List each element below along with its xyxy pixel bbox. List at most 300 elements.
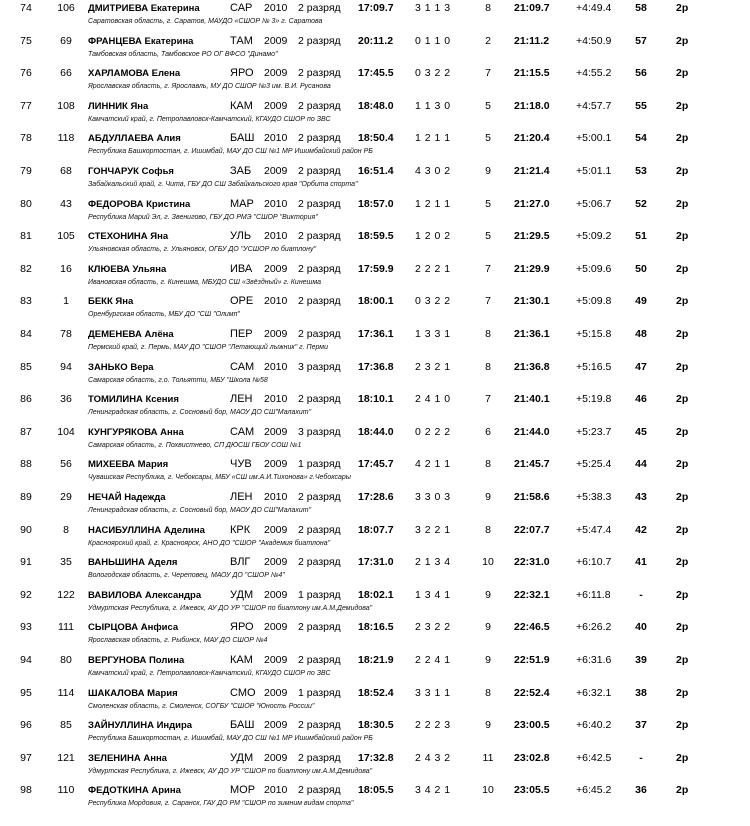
category: 2р <box>676 654 689 666</box>
result-row <box>0 163 750 196</box>
sport-rank: 2 разряд <box>298 328 341 340</box>
sport-rank: 2 разряд <box>298 491 341 503</box>
penalty-count: 10 <box>482 556 494 569</box>
time-gap: +6:10.7 <box>576 556 612 569</box>
sport-rank: 2 разряд <box>298 165 341 177</box>
points: 50 <box>635 262 647 275</box>
birth-year: 2009 <box>264 458 288 471</box>
bib-number: 106 <box>57 2 75 14</box>
time-gap: +6:45.2 <box>576 784 612 797</box>
time-gap: +5:38.3 <box>576 491 612 503</box>
bib-number: 121 <box>57 751 75 764</box>
points: - <box>639 751 643 764</box>
bib-number: 111 <box>58 621 74 634</box>
organization: Ярославская область, г. Ярославль, МУ ДО СШОР №3 им. В.И. Русанова <box>88 83 331 91</box>
organization: Самарская область, г. Похвистнево, СП ДЮСШ ГБОУ СОШ №1 <box>88 441 302 449</box>
points: - <box>639 588 643 601</box>
organization: Ленинградская область, г. Сосновый бор, МАОУ ДО СШ"Малахит" <box>88 507 312 514</box>
shooting-misses: 3 3 0 3 <box>415 491 451 503</box>
shooting-misses: 2 2 4 1 <box>415 654 451 666</box>
athlete-name: МИХЕЕВА Мария <box>88 459 169 471</box>
result-row <box>0 424 750 457</box>
race-time: 18:05.5 <box>358 784 394 797</box>
athlete-name: ВЕРГУНОВА Полина <box>88 655 185 666</box>
penalty-count: 5 <box>485 99 491 112</box>
organization: Вологодская область, г. Череповец, МАОУ ДО "СШОР №4" <box>88 572 285 580</box>
points: 53 <box>635 165 647 177</box>
athlete-name: ЛИННИК Яна <box>88 100 149 112</box>
organization: Саратовская область, г. Саратов, МАУДО «СШОР № 3» г. Саратова <box>88 18 323 25</box>
sport-rank: 2 разряд <box>298 556 341 569</box>
region-code: ПЕР <box>230 328 253 340</box>
penalty-count: 5 <box>485 230 491 243</box>
category: 2р <box>676 67 689 80</box>
organization: Ульяновская область, г. Ульяновск, ОГБУ ДО "УСШОР по биатлону" <box>88 246 316 254</box>
sport-rank: 2 разряд <box>298 262 341 275</box>
bib-number: 43 <box>60 197 72 210</box>
time-gap: +5:09.8 <box>576 295 612 308</box>
place: 74 <box>20 2 32 14</box>
organization: Пермский край, г. Пермь, МАУ ДО "СШОР "Летающий лыжник" г. Перми <box>88 344 328 351</box>
result-row <box>0 130 750 163</box>
result-row <box>0 489 750 522</box>
sport-rank: 1 разряд <box>298 686 341 699</box>
race-time: 17:31.0 <box>358 556 394 569</box>
race-time: 20:11.2 <box>358 34 394 47</box>
region-code: УЛЬ <box>230 230 252 243</box>
points: 56 <box>635 67 647 80</box>
place: 97 <box>20 751 32 764</box>
sport-rank: 1 разряд <box>298 458 341 471</box>
race-time: 17:28.6 <box>358 491 394 503</box>
organization: Республика Мордовия, г. Саранск, ГАУ ДО РМ "СШОР по зимним видам спорта" <box>88 800 354 808</box>
points: 39 <box>635 654 647 666</box>
race-time: 18:44.0 <box>358 425 394 438</box>
sport-rank: 2 разряд <box>298 784 341 797</box>
total-time: 21:18.0 <box>514 99 550 112</box>
place: 89 <box>20 491 32 503</box>
result-row <box>0 750 750 783</box>
place: 79 <box>20 165 32 177</box>
category: 2р <box>676 230 689 243</box>
bib-number: 80 <box>60 654 72 666</box>
total-time: 21:29.9 <box>514 262 550 275</box>
race-time: 18:57.0 <box>358 197 394 210</box>
athlete-name: ЗАЙНУЛЛИНА Индира <box>88 720 193 732</box>
category: 2р <box>676 328 689 340</box>
race-time: 18:10.1 <box>358 393 394 406</box>
total-time: 21:30.1 <box>514 295 550 308</box>
race-time: 18:52.4 <box>358 686 394 699</box>
category: 2р <box>676 295 689 308</box>
birth-year: 2010 <box>264 784 288 797</box>
penalty-count: 6 <box>485 425 491 438</box>
birth-year: 2009 <box>264 165 288 177</box>
time-gap: +5:00.1 <box>576 132 612 145</box>
organization: Самарская область, г.о. Тольятти, МБУ "Школа №58 <box>88 376 268 384</box>
category: 2р <box>676 719 689 732</box>
region-code: ЯРО <box>230 621 254 634</box>
region-code: БАШ <box>230 132 255 145</box>
athlete-name: НЕЧАЙ Надежда <box>88 492 166 503</box>
category: 2р <box>676 588 689 601</box>
athlete-name: ВАНЬШИНА Аделя <box>88 557 178 569</box>
result-row <box>0 685 750 718</box>
time-gap: +5:23.7 <box>576 425 612 438</box>
penalty-count: 9 <box>485 719 491 732</box>
organization: Ленинградская область, г. Сосновый бор, МАОУ ДО СШ"Малахит" <box>88 409 312 417</box>
shooting-misses: 3 1 1 3 <box>415 2 451 14</box>
category: 2р <box>676 393 689 406</box>
bib-number: 56 <box>60 458 72 471</box>
bib-number: 1 <box>63 295 69 308</box>
penalty-count: 7 <box>485 262 491 275</box>
birth-year: 2009 <box>264 621 288 634</box>
total-time: 22:07.7 <box>514 523 550 536</box>
shooting-misses: 1 2 1 1 <box>415 197 451 210</box>
penalty-count: 9 <box>485 654 491 666</box>
shooting-misses: 4 2 1 1 <box>415 458 451 471</box>
time-gap: +4:57.7 <box>576 99 612 112</box>
penalty-count: 7 <box>485 295 491 308</box>
shooting-misses: 1 3 3 1 <box>415 328 451 340</box>
shooting-misses: 0 2 2 2 <box>415 425 451 438</box>
bib-number: 94 <box>60 360 72 373</box>
place: 90 <box>20 523 32 536</box>
athlete-name: ЗЕЛЕНИНА Анна <box>88 752 167 764</box>
race-time: 18:07.7 <box>358 523 394 536</box>
place: 93 <box>20 621 32 634</box>
birth-year: 2009 <box>264 654 288 666</box>
athlete-name: ТОМИЛИНА Ксения <box>88 394 179 406</box>
time-gap: +5:09.2 <box>576 230 612 243</box>
shooting-misses: 3 4 2 1 <box>415 784 451 797</box>
place: 87 <box>20 425 32 438</box>
sport-rank: 2 разряд <box>298 523 341 536</box>
organization: Камчатский край, г. Петропавловск-Камчатский, КГАУДО СШОР по ЗВС <box>88 115 331 123</box>
result-row <box>0 98 750 131</box>
shooting-misses: 2 2 2 1 <box>415 262 451 275</box>
athlete-name: ВАВИЛОВА Александра <box>88 589 202 601</box>
race-time: 18:16.5 <box>358 621 394 634</box>
total-time: 21:20.4 <box>514 132 550 145</box>
sport-rank: 2 разряд <box>298 34 341 47</box>
result-row <box>0 326 750 359</box>
category: 2р <box>676 425 689 438</box>
birth-year: 2010 <box>264 230 288 243</box>
category: 2р <box>676 784 689 797</box>
athlete-name: СЫРЦОВА Анфиса <box>88 622 179 634</box>
bib-number: 78 <box>60 328 72 340</box>
place: 81 <box>20 230 32 243</box>
category: 2р <box>676 556 689 569</box>
place: 98 <box>20 784 32 797</box>
shooting-misses: 2 3 2 1 <box>415 360 451 373</box>
points: 37 <box>635 719 647 732</box>
total-time: 23:00.5 <box>514 719 550 732</box>
penalty-count: 9 <box>485 621 491 634</box>
race-time: 18:00.1 <box>358 295 394 308</box>
place: 77 <box>20 99 32 112</box>
sport-rank: 2 разряд <box>298 719 341 732</box>
shooting-misses: 2 1 3 4 <box>415 556 451 569</box>
region-code: ЗАБ <box>230 165 252 177</box>
penalty-count: 8 <box>485 360 491 373</box>
athlete-name: ДЕМЕНЕВА Алёна <box>88 329 174 340</box>
race-time: 17:36.1 <box>358 328 394 340</box>
athlete-name: ДМИТРИЕВА Екатерина <box>88 3 200 14</box>
category: 2р <box>676 197 689 210</box>
birth-year: 2010 <box>264 2 288 14</box>
category: 2р <box>676 34 689 47</box>
points: 36 <box>635 784 647 797</box>
organization: Республика Марий Эл, г. Звенигово, ГБУ ДО РМЭ "СШОР "Виктория" <box>88 213 318 221</box>
time-gap: +4:49.4 <box>576 2 612 14</box>
place: 92 <box>20 588 32 601</box>
result-row <box>0 717 750 750</box>
category: 2р <box>676 523 689 536</box>
time-gap: +6:32.1 <box>576 686 612 699</box>
athlete-name: ШАКАЛОВА Мария <box>88 687 178 699</box>
total-time: 21:15.5 <box>514 67 550 80</box>
sport-rank: 2 разряд <box>298 654 341 666</box>
place: 86 <box>20 393 32 406</box>
bib-number: 66 <box>60 67 72 80</box>
total-time: 21:27.0 <box>514 197 550 210</box>
birth-year: 2010 <box>264 393 288 406</box>
region-code: САМ <box>230 360 255 373</box>
total-time: 22:46.5 <box>514 621 550 634</box>
result-row <box>0 293 750 326</box>
shooting-misses: 2 2 2 3 <box>415 719 451 732</box>
race-time: 17:09.7 <box>358 2 394 14</box>
organization: Удмуртская Республика, г. Ижевск, АУ ДО УР "СШОР по биатлону им.А.М.Демидова" <box>88 767 373 775</box>
result-row <box>0 587 750 620</box>
athlete-name: ФЕДОТКИНА Арина <box>88 785 181 797</box>
bib-number: 69 <box>60 34 72 47</box>
birth-year: 2009 <box>264 262 288 275</box>
place: 78 <box>20 132 32 145</box>
athlete-name: НАСИБУЛЛИНА Аделина <box>88 524 205 536</box>
shooting-misses: 2 3 2 2 <box>415 621 451 634</box>
region-code: МАР <box>230 197 254 210</box>
penalty-count: 5 <box>485 132 491 145</box>
region-code: ЛЕН <box>230 491 253 503</box>
category: 2р <box>676 621 689 634</box>
bib-number: 118 <box>57 132 75 145</box>
place: 94 <box>20 654 32 666</box>
points: 57 <box>635 34 647 47</box>
total-time: 22:51.9 <box>514 654 550 666</box>
points: 49 <box>635 295 647 308</box>
shooting-misses: 2 4 1 0 <box>415 393 451 406</box>
total-time: 21:11.2 <box>514 34 550 47</box>
organization: Удмуртская Республика, г. Ижевск, АУ ДО УР "СШОР по биатлону им.А.М.Демидова" <box>88 604 373 612</box>
time-gap: +6:11.8 <box>576 588 611 601</box>
result-row <box>0 33 750 66</box>
birth-year: 2010 <box>264 360 288 373</box>
region-code: ЧУВ <box>230 458 252 471</box>
points: 42 <box>635 523 647 536</box>
region-code: ОРЕ <box>230 295 254 308</box>
shooting-misses: 0 3 2 2 <box>415 295 451 308</box>
region-code: УДМ <box>230 588 254 601</box>
sport-rank: 2 разряд <box>298 197 341 210</box>
time-gap: +4:50.9 <box>576 34 612 47</box>
points: 45 <box>635 425 647 438</box>
shooting-misses: 0 1 1 0 <box>415 34 451 47</box>
athlete-name: СТЕХОНИНА Яна <box>88 231 169 243</box>
athlete-name: АБДУЛЛАЕВА Алия <box>88 133 181 145</box>
bib-number: 29 <box>60 491 72 503</box>
athlete-name: БЕКК Яна <box>88 296 134 308</box>
birth-year: 2009 <box>264 425 288 438</box>
total-time: 21:29.5 <box>514 230 550 243</box>
points: 47 <box>635 360 647 373</box>
shooting-misses: 3 2 2 1 <box>415 523 451 536</box>
total-time: 23:05.5 <box>514 784 550 797</box>
sport-rank: 2 разряд <box>298 99 341 112</box>
total-time: 21:45.7 <box>514 458 550 471</box>
place: 75 <box>20 34 32 47</box>
region-code: САР <box>230 2 253 14</box>
region-code: УДМ <box>230 751 254 764</box>
birth-year: 2010 <box>264 197 288 210</box>
place: 95 <box>20 686 32 699</box>
category: 2р <box>676 99 689 112</box>
sport-rank: 3 разряд <box>298 425 341 438</box>
time-gap: +5:06.7 <box>576 197 612 210</box>
category: 2р <box>676 491 689 503</box>
points: 52 <box>635 197 647 210</box>
organization: Тамбовская область, Тамбовское РО ОГ ВФСО "Динамо" <box>88 50 278 58</box>
race-time: 17:36.8 <box>358 360 394 373</box>
organization: Ярославская область, г. Рыбинск, МАУ ДО СШОР №4 <box>88 637 268 645</box>
bib-number: 35 <box>60 556 72 569</box>
sport-rank: 2 разряд <box>298 67 341 80</box>
shooting-misses: 1 2 0 2 <box>415 230 451 243</box>
organization: Чувашская Республика, г. Чебоксары, МБУ «СШ им.А.И.Тихонова» г.Чебоксары <box>88 474 351 482</box>
bib-number: 68 <box>60 165 72 177</box>
points: 41 <box>635 556 647 569</box>
bib-number: 110 <box>57 784 75 797</box>
bib-number: 16 <box>60 262 72 275</box>
time-gap: +5:01.1 <box>576 165 612 177</box>
shooting-misses: 4 3 0 2 <box>415 165 451 177</box>
total-time: 21:44.0 <box>514 425 550 438</box>
organization: Ивановская область, г. Кинешма, МБУДО СШ «Звёздный» г. Кинешма <box>88 278 322 286</box>
time-gap: +6:42.5 <box>576 751 612 764</box>
sport-rank: 3 разряд <box>298 360 341 373</box>
birth-year: 2009 <box>264 67 288 80</box>
region-code: ВЛГ <box>230 556 251 569</box>
total-time: 21:21.4 <box>514 165 550 177</box>
category: 2р <box>676 458 689 471</box>
sport-rank: 2 разряд <box>298 621 341 634</box>
bib-number: 85 <box>60 719 72 732</box>
athlete-name: ФРАНЦЕВА Екатерина <box>88 35 194 47</box>
time-gap: +5:47.4 <box>576 523 612 536</box>
sport-rank: 2 разряд <box>298 132 341 145</box>
points: 51 <box>635 230 647 243</box>
birth-year: 2009 <box>264 588 288 601</box>
region-code: ИВА <box>230 262 253 275</box>
birth-year: 2009 <box>264 523 288 536</box>
result-row <box>0 196 750 229</box>
points: 40 <box>635 621 647 634</box>
penalty-count: 2 <box>485 34 491 47</box>
shooting-misses: 1 3 4 1 <box>415 588 451 601</box>
time-gap: +5:16.5 <box>576 360 612 373</box>
athlete-name: КУНГУРЯКОВА Анна <box>88 426 184 438</box>
race-time: 18:02.1 <box>358 588 394 601</box>
organization: Республика Башкортостан, г. Ишимбай, МАУ ДО СШ №1 МР Ишимбайский район РБ <box>88 148 373 156</box>
region-code: СМО <box>230 686 256 699</box>
sport-rank: 2 разряд <box>298 2 341 14</box>
athlete-name: ХАРЛАМОВА Елена <box>88 68 181 80</box>
penalty-count: 8 <box>485 328 491 340</box>
athlete-name: ФЕДОРОВА Кристина <box>88 198 191 210</box>
penalty-count: 8 <box>485 523 491 536</box>
result-row <box>0 261 750 294</box>
total-time: 21:36.8 <box>514 360 550 373</box>
result-row <box>0 228 750 261</box>
total-time: 21:40.1 <box>514 393 550 406</box>
place: 76 <box>20 67 32 80</box>
total-time: 21:36.1 <box>514 328 550 340</box>
bib-number: 108 <box>57 99 75 112</box>
region-code: БАШ <box>230 719 255 732</box>
race-time: 18:50.4 <box>358 132 394 145</box>
time-gap: +5:09.6 <box>576 262 612 275</box>
athlete-name: ЗАНЬКО Вера <box>88 361 154 373</box>
total-time: 22:32.1 <box>514 588 550 601</box>
place: 83 <box>20 295 32 308</box>
total-time: 21:09.7 <box>514 2 550 14</box>
bib-number: 36 <box>60 393 72 406</box>
penalty-count: 8 <box>485 2 491 14</box>
result-row <box>0 456 750 489</box>
total-time: 22:52.4 <box>514 686 550 699</box>
bib-number: 8 <box>63 523 69 536</box>
time-gap: +5:25.4 <box>576 458 612 471</box>
result-row <box>0 65 750 98</box>
race-time: 16:51.4 <box>358 165 394 177</box>
place: 82 <box>20 262 32 275</box>
category: 2р <box>676 751 689 764</box>
race-time: 18:48.0 <box>358 99 394 112</box>
place: 85 <box>20 360 32 373</box>
birth-year: 2010 <box>264 491 288 503</box>
region-code: КАМ <box>230 654 253 666</box>
shooting-misses: 2 4 3 2 <box>415 751 451 764</box>
birth-year: 2009 <box>264 328 288 340</box>
time-gap: +5:19.8 <box>576 393 612 406</box>
category: 2р <box>676 686 689 699</box>
penalty-count: 9 <box>485 165 491 177</box>
penalty-count: 7 <box>485 393 491 406</box>
sport-rank: 2 разряд <box>298 230 341 243</box>
race-time: 17:45.5 <box>358 67 394 80</box>
points: 58 <box>635 2 647 14</box>
place: 80 <box>20 197 32 210</box>
sport-rank: 2 разряд <box>298 393 341 406</box>
points: 46 <box>635 393 647 406</box>
total-time: 23:02.8 <box>514 751 550 764</box>
race-time: 17:32.8 <box>358 751 394 764</box>
race-time: 18:30.5 <box>358 719 394 732</box>
race-time: 17:45.7 <box>358 458 394 471</box>
